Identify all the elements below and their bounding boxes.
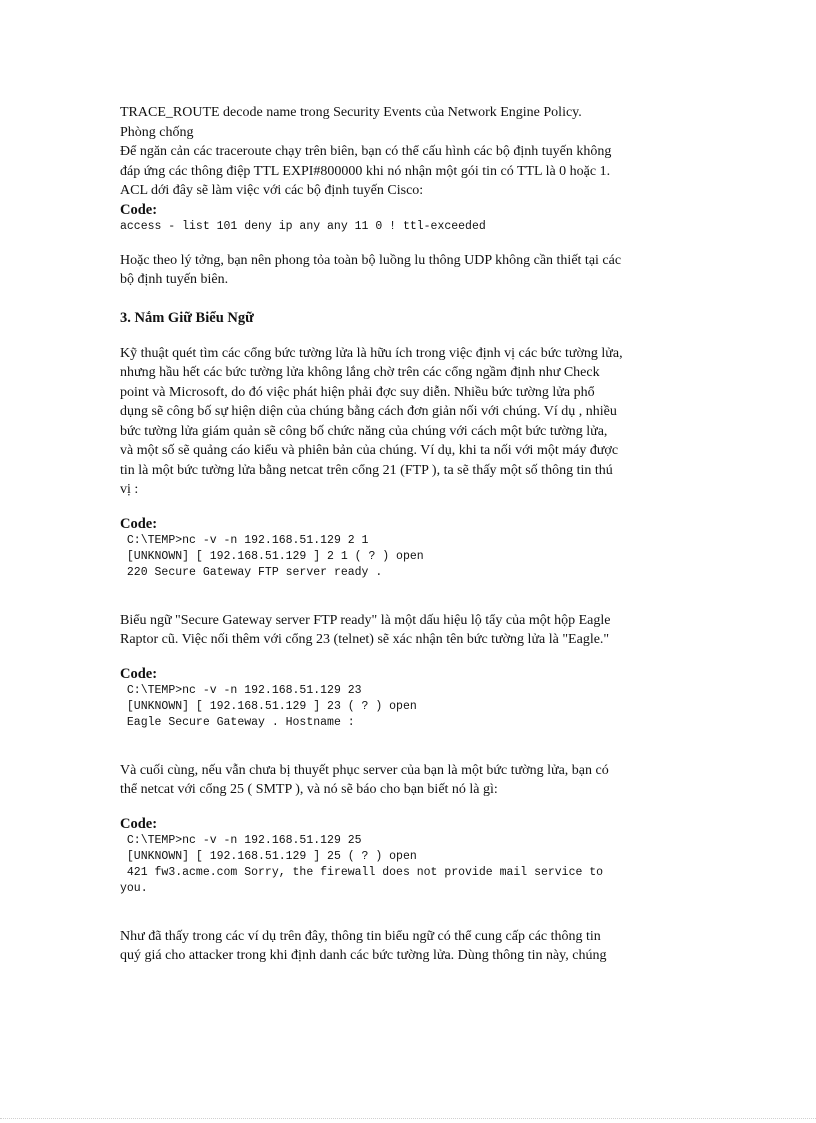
page-bottom-rule bbox=[0, 1118, 816, 1119]
paragraph-eagle: Biểu ngữ "Secure Gateway server FTP ready" là một dấu hiệu lộ tẩy của một hộp Eagle Raptor cũ. Việc nối thêm với cổng 23 (telnet) sẽ xác nhận tên bức tường lửa là "Eagle." bbox=[120, 612, 611, 647]
document-page bbox=[120, 103, 710, 966]
code-label: Code: bbox=[120, 515, 158, 532]
code-label: Code: bbox=[120, 815, 158, 832]
code-label: Code: bbox=[120, 665, 158, 682]
code-block-telnet bbox=[120, 666, 710, 731]
section-heading: 3. Nắm Giữ Biểu Ngữ bbox=[120, 309, 254, 326]
code-text: access - list 101 deny ip any any 11 0 ! ttl-exceeded bbox=[120, 219, 486, 233]
paragraph-traceroute: TRACE_ROUTE decode name trong Security Events của Network Engine Policy. Phòng chống Để ngăn cản các traceroute chạy trên biên, bạn có thể cấu hình các bộ định tuyến không đáp ứng các thông điệp TTL EXPI#800000 khi nó nhận một gói tin có TTL là 0 hoặc 1. ACL dới đây sẽ làm việc với các bộ định tuyến Cisco: bbox=[120, 105, 612, 198]
paragraph-conclusion: Như đã thấy trong các ví dụ trên đây, thông tin biểu ngữ có thể cung cấp các thông tin quý giá cho attacker trong khi định danh các bức tường lửa. Dùng thông tin này, chúng bbox=[120, 928, 607, 963]
code-block-acl bbox=[120, 202, 710, 235]
code-block-ftp bbox=[120, 516, 710, 581]
code-block-smtp bbox=[120, 816, 710, 897]
code-text: C:\TEMP>nc -v -n 192.168.51.129 23 [UNKNOWN] [ 192.168.51.129 ] 23 ( ? ) open Eagle Secure Gateway . Hostname : bbox=[126, 683, 417, 729]
paragraph-banner-intro: Kỹ thuật quét tìm các cổng bức tường lửa là hữu ích trong việc định vị các bức tường lửa, nhưng hầu hết các bức tường lửa không lắng chờ trên các cổng ngầm định như Check point và Microsoft, do đó việc phát hiện phải đợc suy diễn. Nhiều bức tường lửa phổ dụng sẽ công bố sự hiện diện của chúng bằng cách đơn giản nối với chúng. Ví dụ , nhiều bức tường lửa giám quản sẽ công bố chức năng của chúng với cách một bức tường lửa, và một số sẽ quảng cáo kiểu và phiên bản của chúng. Ví dụ, khi ta nối với một máy được tin là một bức tường lửa bằng netcat trên cổng 21 (FTP ), ta sẽ thấy một số thông tin thú vị : bbox=[120, 345, 623, 497]
paragraph-smtp: Và cuối cùng, nếu vẫn chưa bị thuyết phục server của bạn là một bức tường lửa, bạn có thể netcat với cổng 25 ( SMTP ), và nó sẽ báo cho bạn biết nó là gì: bbox=[120, 762, 609, 797]
code-text: C:\TEMP>nc -v -n 192.168.51.129 25 [UNKNOWN] [ 192.168.51.129 ] 25 ( ? ) open 421 fw3.acme.com Sorry, the firewall does not provide mail service to you. bbox=[120, 833, 604, 895]
code-text: C:\TEMP>nc -v -n 192.168.51.129 2 1 [UNKNOWN] [ 192.168.51.129 ] 2 1 ( ? ) open 220 Secure Gateway FTP server ready . bbox=[126, 533, 424, 579]
paragraph-udp: Hoặc theo lý tởng, bạn nên phong tỏa toàn bộ luồng lu thông UDP không cần thiết tại các bộ định tuyến biên. bbox=[120, 252, 622, 287]
code-label: Code: bbox=[120, 201, 158, 218]
